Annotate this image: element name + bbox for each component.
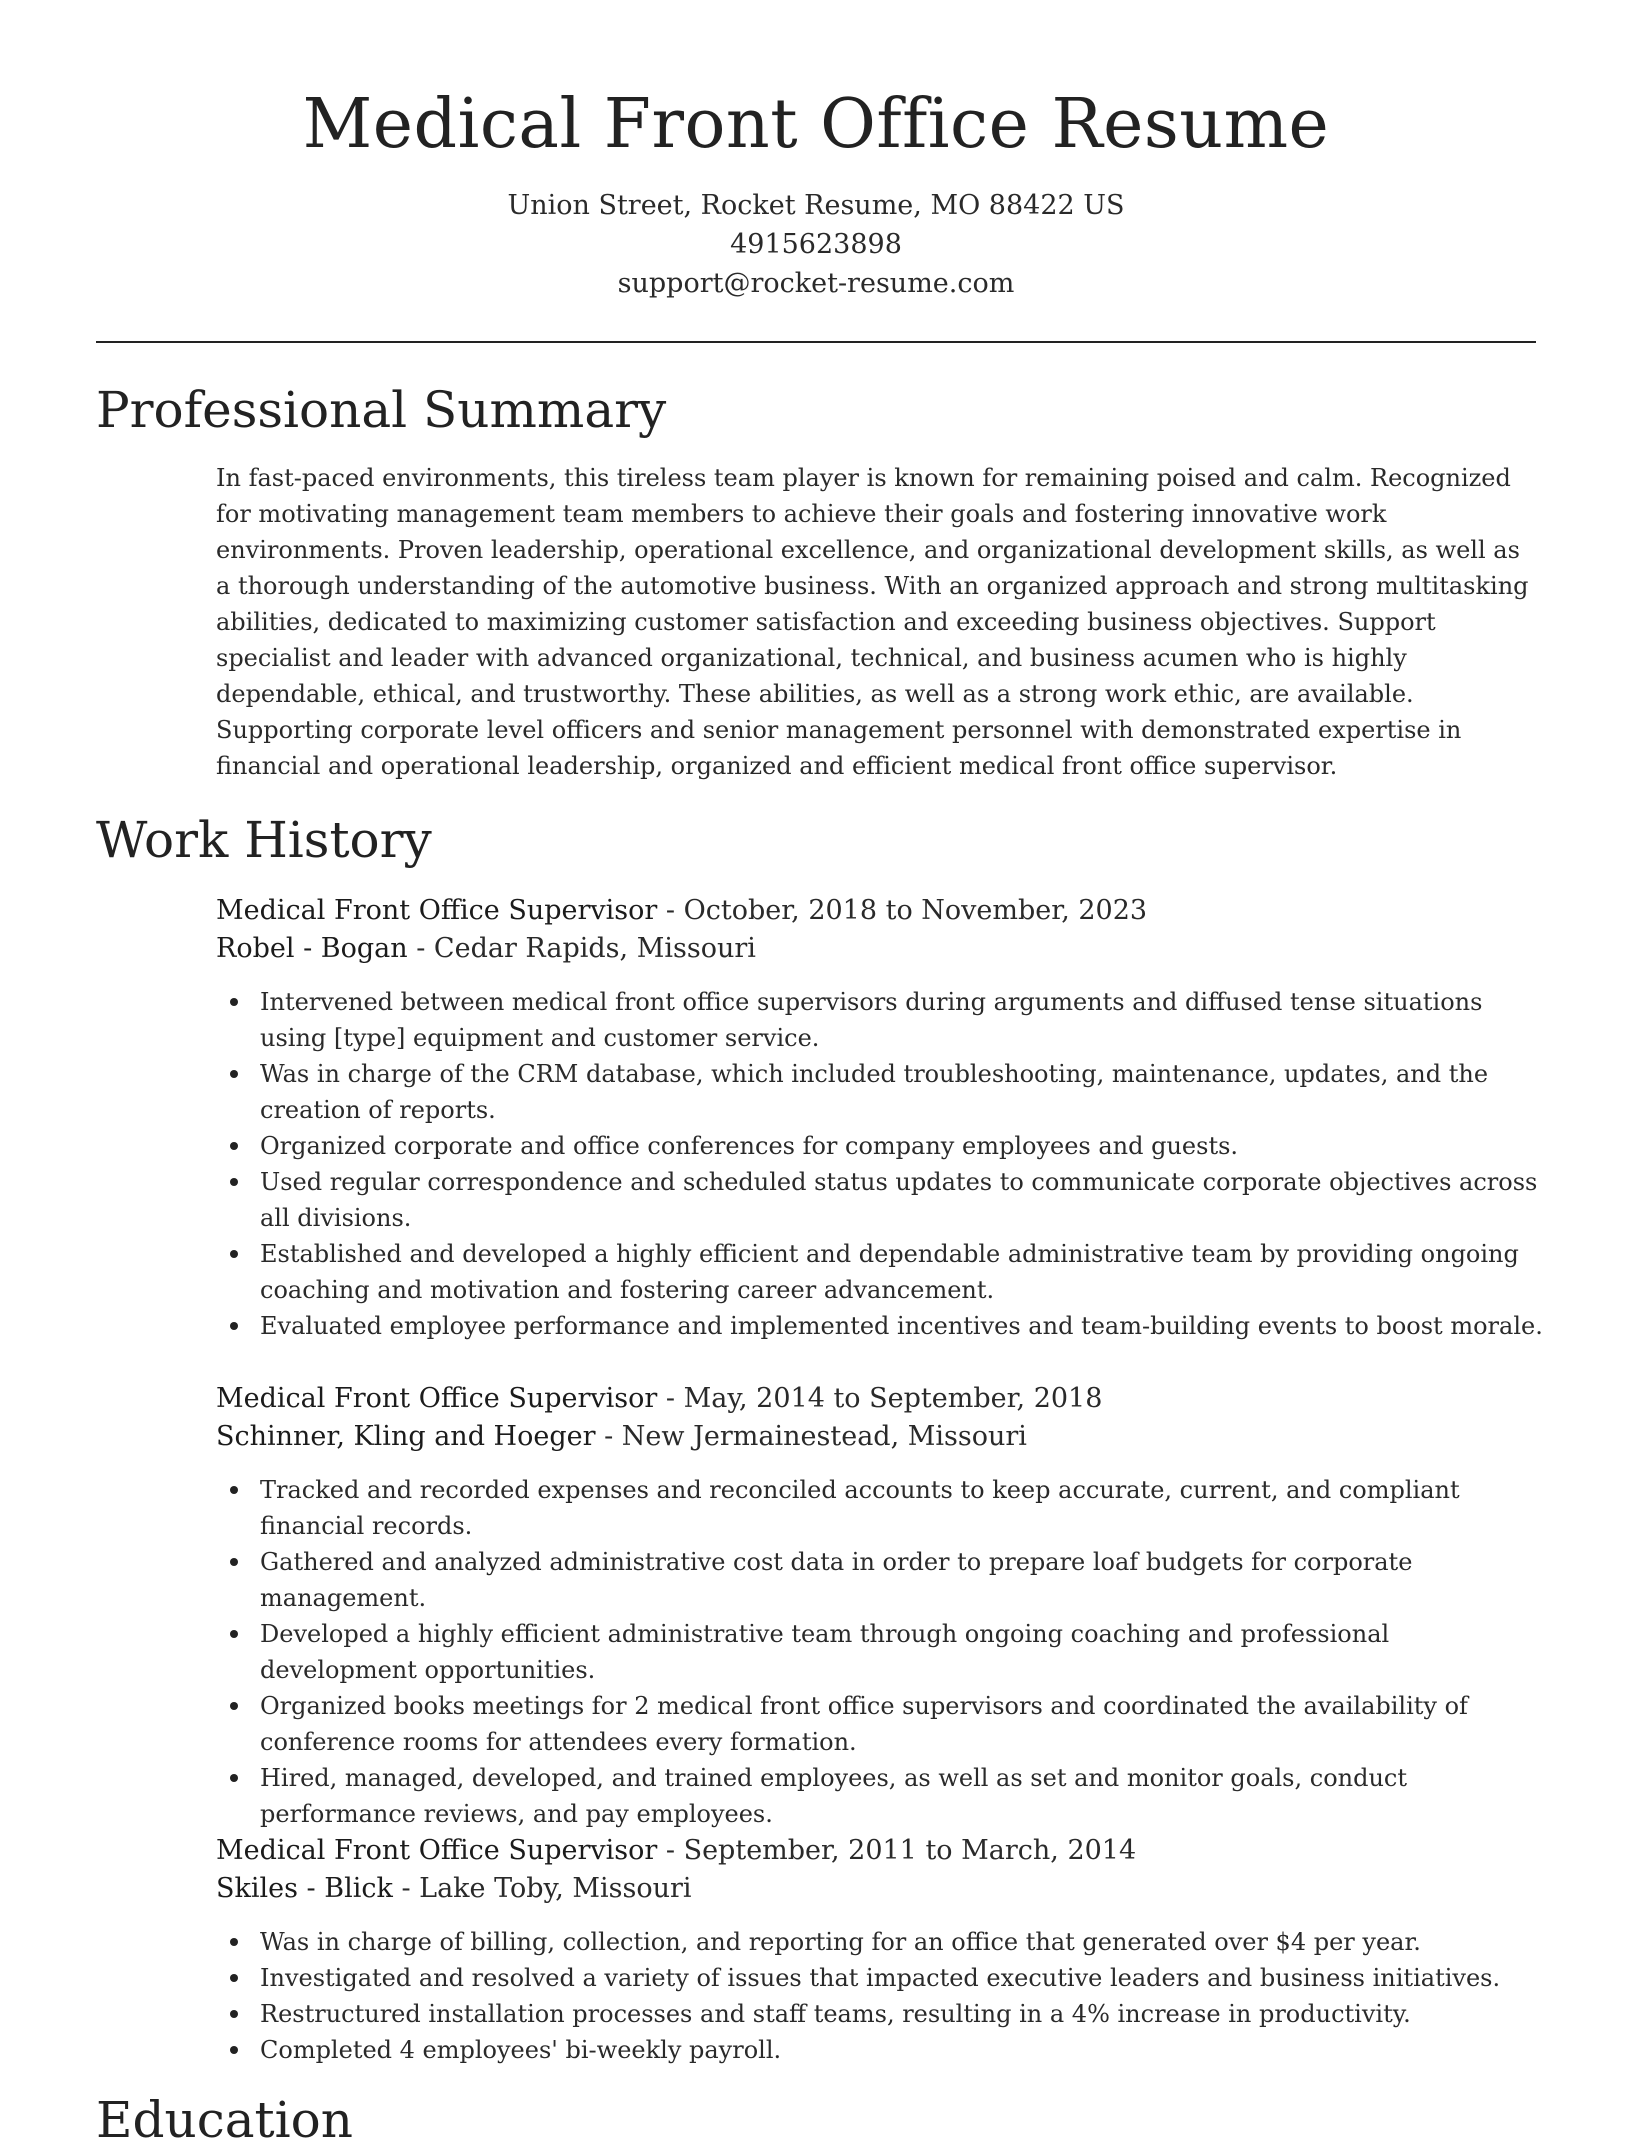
duty-text: Intervened between medical front office supervisors during arguments and diffused tense situations using [type] equipment and customer service. — [260, 988, 1483, 1052]
duty-text: Developed a highly efficient administrative team through ongoing coaching and professional development opportunities. — [260, 1620, 1390, 1684]
summary-heading: Professional Summary — [96, 381, 667, 439]
bullet-icon — [230, 1974, 238, 1982]
duty-text: Organized books meetings for 2 medical front office supervisors and coordinated the availability of conference rooms for attendees every formation. — [260, 1692, 1468, 1756]
job-entry — [216, 1380, 1546, 1832]
bullet-icon — [230, 1702, 238, 1710]
bullet-icon — [230, 998, 238, 1006]
duty-text: Organized corporate and office conferences for company employees and guests. — [260, 1132, 1239, 1160]
duty-item — [216, 1164, 1546, 1236]
duty-item — [216, 1996, 1546, 2032]
duty-text: Tracked and recorded expenses and reconciled accounts to keep accurate, current, and compliant financial records. — [260, 1476, 1460, 1540]
bullet-icon — [230, 1938, 238, 1946]
duty-text: Restructured installation processes and staff teams, resulting in a 4% increase in productivity. — [260, 2000, 1411, 2028]
contact-address: Union Street, Rocket Resume, MO 88422 US — [507, 190, 1125, 221]
duty-item — [216, 1760, 1546, 1832]
bullet-icon — [230, 1178, 238, 1186]
duty-text: Completed 4 employees' bi-weekly payroll. — [260, 2036, 782, 2064]
bullet-icon — [230, 2010, 238, 2018]
bullet-icon — [230, 2046, 238, 2054]
job-entry — [216, 892, 1546, 1344]
duty-item — [216, 1544, 1546, 1616]
duty-text: Gathered and analyzed administrative cost data in order to prepare loaf budgets for corporate management. — [260, 1548, 1413, 1612]
work-history-heading: Work History — [96, 811, 432, 869]
duty-text: Was in charge of the CRM database, which included troubleshooting, maintenance, updates, and the creation of reports. — [260, 1060, 1489, 1124]
job-company-line — [216, 930, 1546, 968]
contact-email: support@rocket-resume.com — [617, 268, 1015, 299]
job-company: Schinner, Kling and Hoeger — [216, 1421, 596, 1452]
job-dates: - October, 2018 to November, 2023 — [657, 895, 1148, 926]
education-heading: Education — [96, 2091, 353, 2149]
job-position: Medical Front Office Supervisor — [216, 1383, 658, 1414]
job-position: Medical Front Office Supervisor — [216, 895, 658, 926]
duty-text: Investigated and resolved a variety of issues that impacted executive leaders and business initiatives. — [260, 1964, 1501, 1992]
job-location: - New Jermainestead, Missouri — [595, 1421, 1027, 1452]
job-title-line — [216, 892, 1546, 930]
duty-text: Hired, managed, developed, and trained employees, as well as set and monitor goals, conduct performance reviews, and pay employees. — [260, 1764, 1408, 1828]
duty-item — [216, 1472, 1546, 1544]
bullet-icon — [230, 1142, 238, 1150]
bullet-icon — [230, 1774, 238, 1782]
job-company-line — [216, 1870, 1546, 1908]
summary-text: In fast-paced environments, this tireless team player is known for remaining poised and calm. Recognized for motivating management team members to achieve their goals and fostering innovative work environments. Proven leadership, operational excellence, and organizational development skills, as well as a thorough understanding of the automotive business. With an organized approach and strong multitasking abilities, dedicated to maximizing customer satisfaction and exceeding business objectives. Support specialist and leader with advanced organizational, technical, and business acumen who is highly dependable, ethical, and trustworthy. These abilities, as well as a strong work ethic, are available. Supporting corporate level officers and senior management personnel with demonstrated expertise in financial and operational leadership, organized and efficient medical front office supervisor. — [216, 464, 1529, 780]
duty-item — [216, 1924, 1546, 1960]
duty-item — [216, 1960, 1546, 1996]
job-dates: - May, 2014 to September, 2018 — [657, 1383, 1103, 1414]
job-location: - Cedar Rapids, Missouri — [407, 933, 756, 964]
duty-text: Used regular correspondence and scheduled status updates to communicate corporate objectives across all divisions. — [260, 1168, 1538, 1232]
header-divider — [96, 341, 1536, 343]
duty-item — [216, 1688, 1546, 1760]
job-duties-list — [216, 1472, 1546, 1832]
duty-text: Evaluated employee performance and implemented incentives and team-building events to boost morale. — [260, 1312, 1543, 1340]
duty-item — [216, 2032, 1546, 2068]
bullet-icon — [230, 1486, 238, 1494]
bullet-icon — [230, 1250, 238, 1258]
job-duties-list — [216, 1924, 1546, 2068]
duty-item — [216, 1616, 1546, 1688]
resume-title: Medical Front Office Resume — [302, 85, 1330, 164]
contact-phone: 4915623898 — [730, 229, 902, 260]
duty-item — [216, 1236, 1546, 1308]
bullet-icon — [230, 1322, 238, 1330]
job-title-line — [216, 1832, 1546, 1870]
bullet-icon — [230, 1558, 238, 1566]
summary-section — [216, 460, 1538, 784]
job-dates: - September, 2011 to March, 2014 — [657, 1835, 1137, 1866]
bullet-icon — [230, 1070, 238, 1078]
resume-header — [96, 80, 1536, 303]
bullet-icon — [230, 1630, 238, 1638]
job-location: - Lake Toby, Missouri — [392, 1873, 692, 1904]
job-company: Skiles - Blick — [216, 1873, 393, 1904]
duty-item — [216, 1308, 1546, 1344]
job-position: Medical Front Office Supervisor — [216, 1835, 658, 1866]
duty-text: Was in charge of billing, collection, and reporting for an office that generated over $4 per year. — [260, 1928, 1421, 1956]
job-company: Robel - Bogan — [216, 933, 408, 964]
duty-text: Established and developed a highly efficient and dependable administrative team by providing ongoing coaching and motivation and fostering career advancement. — [260, 1240, 1519, 1304]
job-entry — [216, 1832, 1546, 2068]
job-duties-list — [216, 984, 1546, 1344]
contact-info — [96, 186, 1536, 303]
duty-item — [216, 984, 1546, 1056]
duty-item — [216, 1128, 1546, 1164]
duty-item — [216, 1056, 1546, 1128]
job-company-line — [216, 1418, 1546, 1456]
job-title-line — [216, 1380, 1546, 1418]
